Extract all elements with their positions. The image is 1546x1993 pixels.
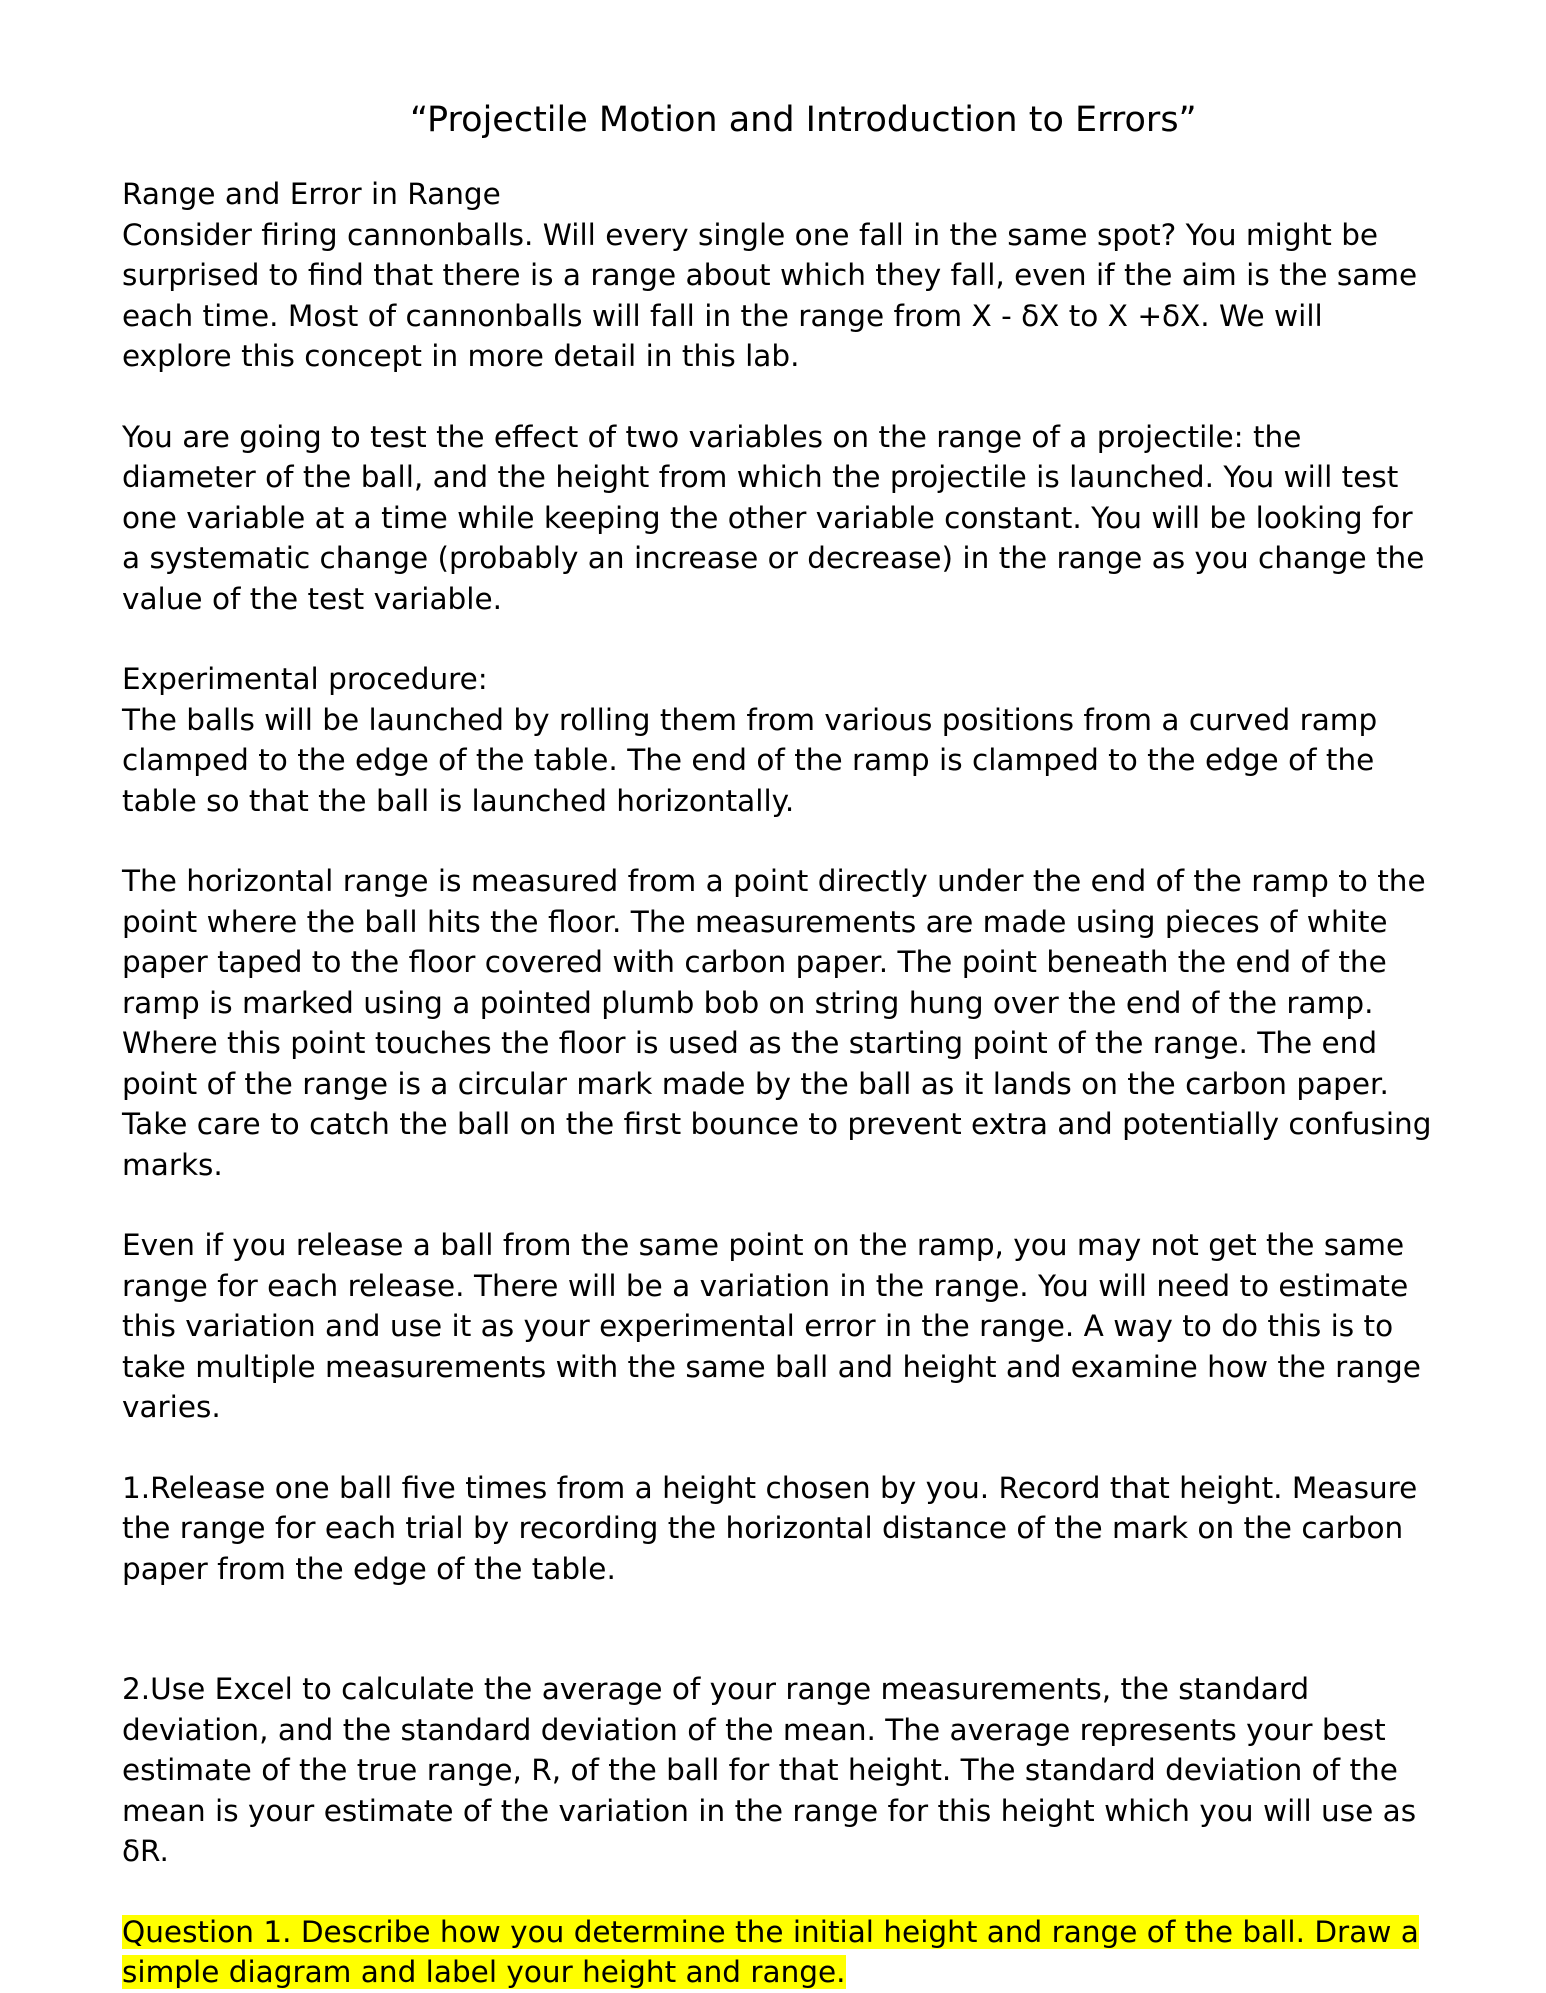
document-page — [122, 96, 1432, 1993]
measurement-paragraph: The horizontal range is measured from a point directly under the end of the ramp to the point where the ball hits the floor. The measurements are made using pieces of white paper taped to the floor covered with carbon paper. The point beneath the end of the ramp is marked using a pointed plumb bob on string hung over the end of the ramp. Where this point touches the floor is used as the starting point of the range. The end point of the range is a circular mark made by the ball as it lands on the carbon paper. Take care to catch the ball on the first bounce to prevent extra and potentially confusing marks. — [122, 864, 1432, 1182]
procedure-heading: Experimental procedure: — [122, 662, 488, 696]
step-1-paragraph: 1.Release one ball five times from a height chosen by you. Record that height. Measure the range for each trial by recording the horizontal distance of the mark on the carbon paper from the edge of the table. — [122, 1470, 1418, 1586]
range-paragraph: Consider firing cannonballs. Will every single one fall in the same spot? You might be surprised to find that there is a range about which they fall, even if the aim is the same each time. Most of cannonballs will fall in the range from X - δX to X +δX. We will explore this concept in more detail in this lab. — [122, 217, 1418, 373]
range-section — [122, 174, 1432, 377]
variables-paragraph: You are going to test the effect of two variables on the range of a projectile: the diameter of the ball, and the height from which the projectile is launched. You will test one variable at a time while keeping the other variable constant. You will be looking for a systematic change (probably an increase or decrease) in the range as you change the value of the test variable. — [122, 419, 1425, 616]
document-title: “Projectile Motion and Introduction to Errors” — [410, 100, 1197, 140]
question-1-highlight: Question 1. Describe how you determine the initial height and range of the ball. Draw a simple diagram and label your height and range. — [122, 1914, 1419, 1989]
procedure-section — [122, 659, 1432, 821]
step-2-paragraph: 2.Use Excel to calculate the average of your range measurements, the standard deviation, and the standard deviation of the mean. The average represents your best estimate of the true range, R, of the ball for that height. The standard deviation of the mean is your estimate of the variation in the range for this height which you will use as δR. — [122, 1672, 1417, 1868]
variation-paragraph: Even if you release a ball from the same point on the ramp, you may not get the same range for each release. There will be a variation in the range. You will need to estimate this variation and use it as your experimental error in the range. A way to do this is to take multiple measurements with the same ball and height and examine how the range varies. — [122, 1228, 1421, 1424]
procedure-paragraph: The balls will be launched by rolling them from various positions from a curved ramp clamped to the edge of the table. The end of the ramp is clamped to the edge of the table so that the ball is launched horizontally. — [122, 702, 1378, 818]
question-1-paragraph — [122, 1912, 1432, 1993]
range-heading: Range and Error in Range — [122, 177, 501, 211]
